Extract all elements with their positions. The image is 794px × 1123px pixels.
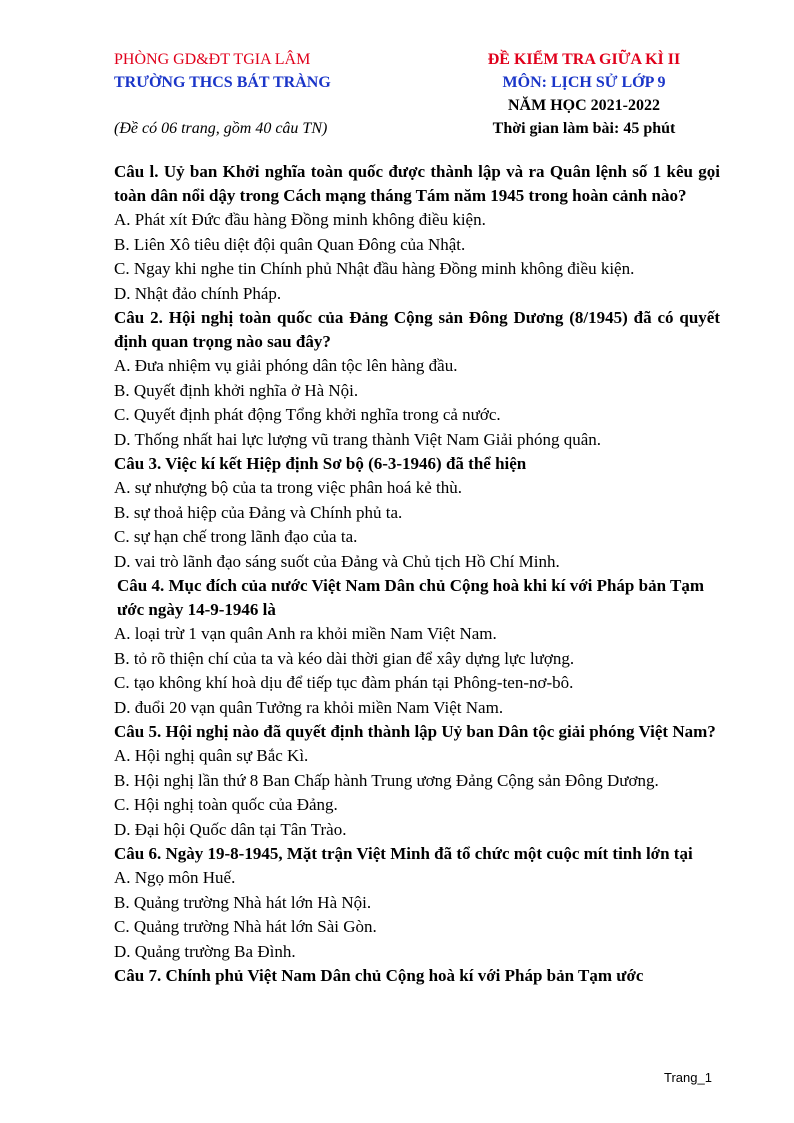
question-5 <box>114 720 720 842</box>
school-year: NĂM HỌC 2021-2022 <box>508 97 660 114</box>
option-b: B. tỏ rõ thiện chí của ta và kéo dài thời gian để xây dựng lực lượng. <box>114 648 575 668</box>
page-number: Trang_1 <box>664 1070 712 1085</box>
question-text: Câu 5. Hội nghị nào đã quyết định thành lập Uỷ ban Dân tộc giải phóng Việt Nam? <box>114 722 716 741</box>
option-d: D. Quảng trường Ba Đình. <box>114 941 296 961</box>
question-1 <box>114 160 720 306</box>
option-b: B. sự thoả hiệp của Đảng và Chính phủ ta. <box>114 502 403 522</box>
option-d: D. đuổi 20 vạn quân Tưởng ra khỏi miền Nam Việt Nam. <box>114 697 504 717</box>
question-2 <box>114 306 720 452</box>
option-a: A. Đưa nhiệm vụ giải phóng dân tộc lên hàng đầu. <box>114 356 458 375</box>
question-text: Câu 7. Chính phủ Việt Nam Dân chủ Cộng hoà kí với Pháp bản Tạm ước <box>114 966 644 985</box>
option-c: C. tạo không khí hoà dịu để tiếp tục đàm phán tại Phông-ten-nơ-bô. <box>114 673 574 692</box>
exam-header <box>114 48 734 143</box>
question-text: Câu 3. Việc kí kết Hiệp định Sơ bộ (6-3-1946) đã thể hiện <box>114 454 527 473</box>
question-text: Câu 2. Hội nghị toàn quốc của Đảng Cộng sản Đông Dương (8/1945) đã có quyết định quan trọng nào sau đây? <box>114 308 720 351</box>
exam-subject: MÔN: LỊCH SỬ LỚP 9 <box>502 74 666 91</box>
header-left <box>114 48 414 140</box>
option-c: C. Hội nghị toàn quốc của Đảng. <box>114 795 338 814</box>
option-b: B. Liên Xô tiêu diệt đội quân Quan Đông của Nhật. <box>114 234 466 254</box>
question-text: Câu 6. Ngày 19-8-1945, Mặt trận Việt Minh đã tổ chức một cuộc mít tinh lớn tại <box>114 844 693 863</box>
question-text: Câu l. Uỷ ban Khởi nghĩa toàn quốc được thành lập và ra Quân lệnh số 1 kêu gọi toàn dân nổi dậy trong Cách mạng tháng Tám năm 1945 trong hoàn cảnh nào? <box>114 162 720 205</box>
question-list <box>114 160 720 988</box>
exam-note: (Đề có 06 trang, gồm 40 câu TN) <box>114 120 328 137</box>
exam-title: ĐỀ KIỂM TRA GIỮA KÌ II <box>487 51 681 68</box>
option-a: A. sự nhượng bộ của ta trong việc phân hoá kẻ thù. <box>114 478 462 497</box>
option-c: C. Quyết định phát động Tổng khởi nghĩa trong cả nước. <box>114 405 501 424</box>
option-a: A. Phát xít Đức đầu hàng Đồng minh không điều kiện. <box>114 210 486 229</box>
question-4 <box>114 574 720 720</box>
header-right <box>444 48 724 140</box>
option-c: C. Quảng trường Nhà hát lớn Sài Gòn. <box>114 917 377 936</box>
option-a: A. Ngọ môn Huế. <box>114 868 236 887</box>
option-a: A. Hội nghị quân sự Bắc Kì. <box>114 746 309 765</box>
option-d: D. vai trò lãnh đạo sáng suốt của Đảng và Chủ tịch Hồ Chí Minh. <box>114 551 560 571</box>
option-c: C. Ngay khi nghe tin Chính phủ Nhật đầu hàng Đồng minh không điều kiện. <box>114 259 635 278</box>
exam-duration: Thời gian làm bài: 45 phút <box>492 120 676 137</box>
option-b: B. Quảng trường Nhà hát lớn Hà Nội. <box>114 892 372 912</box>
option-d: D. Thống nhất hai lực lượng vũ trang thành Việt Nam Giải phóng quân. <box>114 429 602 449</box>
option-c: C. sự hạn chế trong lãnh đạo của ta. <box>114 527 358 546</box>
department-name: PHÒNG GD&ĐT TGIA LÂM <box>114 51 311 68</box>
option-b: B. Quyết định khởi nghĩa ở Hà Nội. <box>114 380 359 400</box>
question-7 <box>114 964 720 988</box>
question-3 <box>114 452 720 574</box>
option-a: A. loại trừ 1 vạn quân Anh ra khỏi miền Nam Việt Nam. <box>114 624 497 643</box>
option-d: D. Đại hội Quốc dân tại Tân Trào. <box>114 819 347 839</box>
question-text: Câu 4. Mục đích của nước Việt Nam Dân chủ Cộng hoà khi kí với Pháp bản Tạm ước ngày 14-9-1946 là <box>117 576 704 619</box>
school-name: TRƯỜNG THCS BÁT TRÀNG <box>114 74 331 91</box>
question-6 <box>114 842 720 964</box>
option-b: B. Hội nghị lần thứ 8 Ban Chấp hành Trung ương Đảng Cộng sản Đông Dương. <box>114 770 659 790</box>
option-d: D. Nhật đảo chính Pháp. <box>114 283 282 303</box>
